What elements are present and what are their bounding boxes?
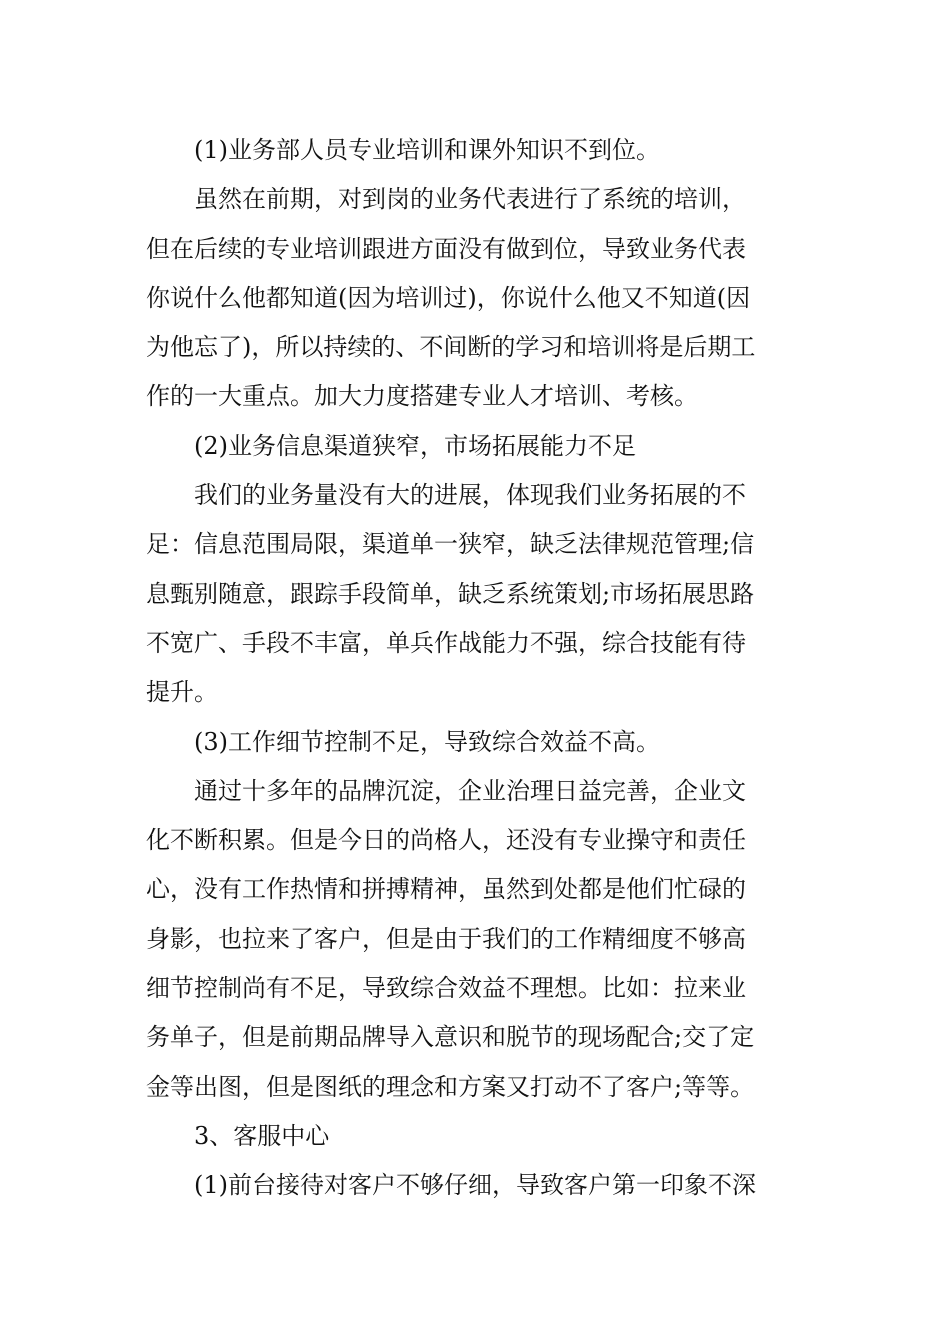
paragraph-first-line: 虽然在前期，对到岗的业务代表进行了系统的培训，: [194, 185, 746, 214]
paragraph-first-line: (1)业务部人员专业培训和课外知识不到位。: [194, 136, 660, 164]
paragraph-line: 息甄别随意，跟踪手段简单，缺乏系统策划;市场拓展思路: [146, 579, 755, 608]
paragraph-line: 化不断积累。但是今日的尚格人，还没有专业操守和责任: [146, 826, 746, 855]
document-body: [146, 126, 810, 1211]
paragraph-line: 务单子，但是前期品牌导入意识和脱节的现场配合;交了定: [146, 1023, 755, 1052]
paragraph-line: 身影，也拉来了客户，但是由于我们的工作精细度不够高: [146, 924, 746, 953]
paragraph-line: 不宽广、手段不丰富，单兵作战能力不强，综合技能有待: [146, 628, 746, 657]
paragraph-first-line: 通过十多年的品牌沉淀，企业治理日益完善，企业文: [194, 776, 746, 805]
paragraph-first-line: 3、客服中心: [194, 1121, 330, 1150]
paragraph-line: 为他忘了)，所以持续的、不间断的学习和培训将是后期工: [146, 333, 756, 362]
paragraph-line: 但在后续的专业培训跟进方面没有做到位，导致业务代表: [146, 234, 746, 263]
paragraph-line: 你说什么他都知道(因为培训过)，你说什么他又不知道(因: [146, 283, 751, 312]
paragraph-first-line: (3)工作细节控制不足，导致综合效益不高。: [194, 727, 660, 756]
paragraph-line: 心，没有工作热情和拼搏精神，虽然到处都是他们忙碌的: [146, 875, 746, 904]
paragraph-first-line: (1)前台接待对客户不够仔细，导致客户第一印象不深: [194, 1171, 756, 1200]
paragraph-line: 作的一大重点。加大力度搭建专业人才培训、考核。: [146, 382, 698, 411]
paragraph-first-line: 我们的业务量没有大的进展，体现我们业务拓展的不: [194, 481, 746, 510]
paragraph-line: 提升。: [146, 678, 218, 707]
paragraph-first-line: (2)业务信息渠道狭窄，市场拓展能力不足: [194, 431, 636, 460]
paragraph-line: 细节控制尚有不足，导致综合效益不理想。比如：拉来业: [146, 974, 746, 1003]
paragraph-line: 足：信息范围局限，渠道单一狭窄，缺乏法律规范管理;信: [146, 530, 755, 559]
paragraph-line: 金等出图，但是图纸的理念和方案又打动不了客户;等等。: [146, 1072, 755, 1101]
